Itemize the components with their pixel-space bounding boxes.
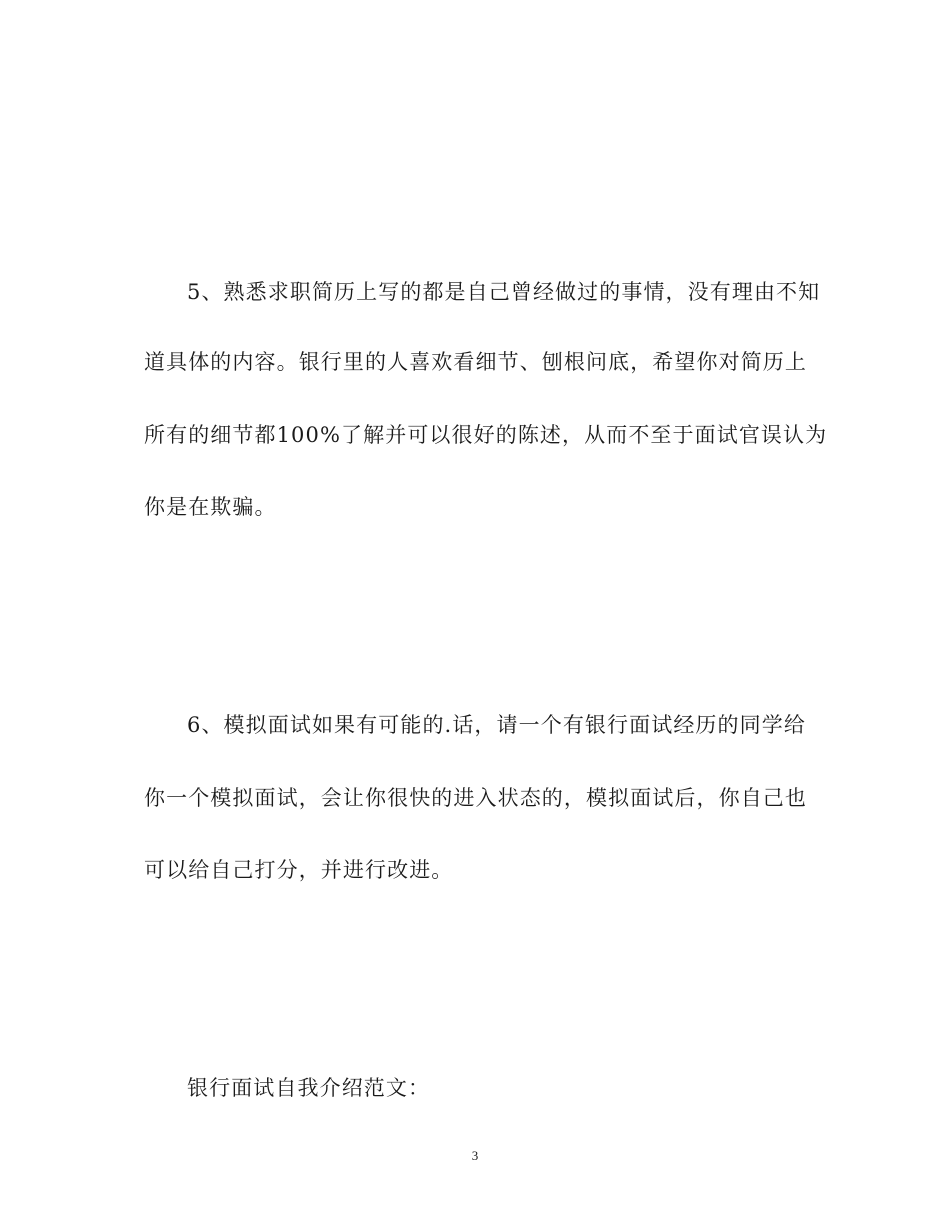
paragraph-1-line-3: 所有的细节都100%了解并可以很好的陈述，从而不至于面试官误认为 — [144, 423, 828, 447]
paragraph-2-line-2: 你一个模拟面试，会让你很快的进入状态的，模拟面试后，你自己也 — [144, 786, 807, 810]
section-heading: 银行面试自我介绍范文： — [187, 1076, 431, 1100]
page-number: 3 — [471, 1148, 479, 1163]
paragraph-2-line-3: 可以给自己打分，并进行改进。 — [144, 858, 454, 882]
paragraph-2-line-1: 6、模拟面试如果有可能的.话，请一个有银行面试经历的同学给 — [187, 713, 806, 737]
paragraph-1-line-4: 你是在欺骗。 — [144, 495, 277, 519]
paragraph-1-line-1: 5、熟悉求职简历上写的都是自己曾经做过的事情，没有理由不知 — [187, 280, 821, 304]
paragraph-1-line-2: 道具体的内容。银行里的人喜欢看细节、刨根问底，希望你对简历上 — [144, 350, 807, 374]
